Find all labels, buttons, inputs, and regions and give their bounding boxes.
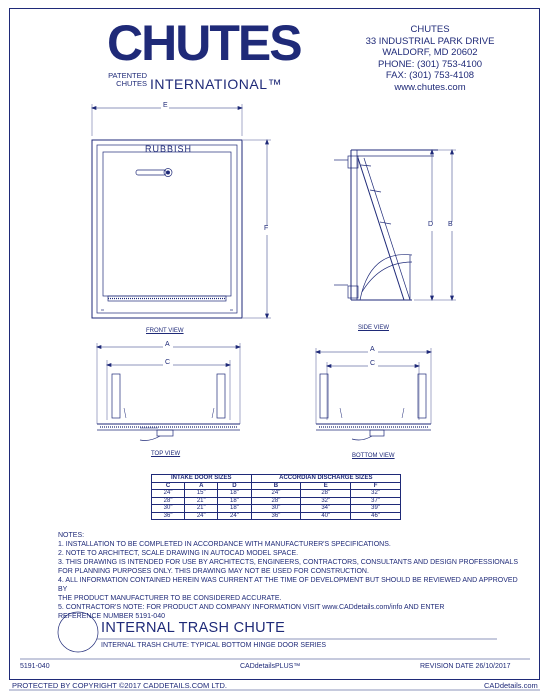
table-cell: 36": [251, 512, 301, 520]
table-cell: 24": [185, 512, 218, 520]
note-line: 3. THIS DRAWING IS INTENDED FOR USE BY ARCHITECTS, ENGINEERS, CONTRACTORS, CONSULTANTS AND DESIGN PROFESSIONALS: [58, 559, 518, 566]
table-header-cell: F: [351, 482, 401, 490]
table-cell: 18": [218, 505, 251, 513]
table-header-cell: B: [251, 482, 301, 490]
bottom-dim-c: C: [370, 360, 376, 367]
table-cell: 32": [301, 497, 351, 505]
note-line: THE PRODUCT MANUFACTURER TO BE CONSIDERED ACCURATE.: [58, 595, 282, 602]
table-cell: 28": [152, 497, 185, 505]
table-cell: 24": [218, 512, 251, 520]
footer-cadplus: CADdetailsPLUS™: [240, 663, 301, 670]
note-line: 1. INSTALLATION TO BE COMPLETED IN ACCORDANCE WITH MANUFACTURER'S SPECIFICATIONS.: [58, 541, 391, 548]
front-view-label: FRONT VIEW: [146, 328, 184, 334]
door-label-rubbish: RUBBISH: [145, 144, 193, 154]
note-line: FOR PLANNING PURPOSES ONLY. THIS DRAWING MAY NOT BE USED FOR CONSTRUCTION.: [58, 568, 369, 575]
logo-international: INTERNATIONAL™: [150, 76, 282, 92]
front-dim-f: F: [264, 225, 269, 232]
front-dim-e: E: [163, 102, 168, 109]
table-cell: 15": [185, 490, 218, 498]
table-group-discharge: ACCORDIAN DISCHARGE SIZES: [251, 475, 400, 483]
table-cell: 24": [251, 490, 301, 498]
top-dim-a: A: [165, 341, 170, 348]
table-row: [152, 490, 401, 498]
logo-patented-line1: PATENTED: [108, 71, 147, 80]
footer-copyright: PROTECTED BY COPYRIGHT ©2017 CADDETAILS.COM LTD.: [12, 681, 228, 690]
table-cell: 32": [351, 490, 401, 498]
table-cell: 18": [218, 490, 251, 498]
table-header-cell: E: [301, 482, 351, 490]
drawing-title: INTERNAL TRASH CHUTE: [101, 620, 286, 636]
contact-fax: FAX: (301) 753-4108: [385, 70, 475, 81]
contact-address2: WALDORF, MD 20602: [382, 47, 478, 58]
chutes-logo: CHUTES: [107, 15, 301, 71]
table-cell: 21": [185, 497, 218, 505]
bottom-dim-a: A: [370, 346, 375, 353]
sizes-table: [151, 474, 401, 520]
table-cell: 39": [351, 505, 401, 513]
table-cell: 46": [351, 512, 401, 520]
table-cell: 21": [185, 505, 218, 513]
side-dim-d: D: [428, 221, 434, 228]
side-view-drawing: [334, 150, 457, 300]
drawing-subtitle: INTERNAL TRASH CHUTE: TYPICAL BOTTOM HINGE DOOR SERIES: [101, 642, 327, 649]
front-view-drawing: [92, 103, 272, 318]
table-header-cell: D: [218, 482, 251, 490]
table-cell: 34": [301, 505, 351, 513]
bottom-view-label: BOTTOM VIEW: [352, 453, 395, 459]
table-header-row: [152, 482, 401, 490]
contact-company: CHUTES: [410, 24, 450, 35]
table-cell: 18": [218, 497, 251, 505]
table-row: [152, 512, 401, 520]
contact-address1: 33 INDUSTRIAL PARK DRIVE: [365, 35, 495, 47]
footer-site-link[interactable]: CADdetails.com: [484, 681, 538, 690]
table-cell: 40": [301, 512, 351, 520]
table-group-intake: INTAKE DOOR SIZES: [152, 475, 252, 483]
table-row: [152, 505, 401, 513]
table-row: [152, 497, 401, 505]
table-cell: 30": [251, 505, 301, 513]
table-header-cell: C: [152, 482, 185, 490]
table-cell: 30": [152, 505, 185, 513]
top-view-drawing: [97, 342, 240, 441]
footer-ref-number: 5191-040: [20, 663, 50, 670]
footer-revision-date: REVISION DATE 26/10/2017: [420, 663, 511, 670]
logo-patented-line2: CHUTES: [116, 79, 147, 88]
side-view-label: SIDE VIEW: [358, 325, 390, 331]
note-line: 5. CONTRACTOR'S NOTE: FOR PRODUCT AND COMPANY INFORMATION VISIT www.CADdetails.com/info AND ENTER: [58, 604, 445, 611]
top-view-label: TOP VIEW: [151, 451, 181, 457]
note-line: REFERENCE NUMBER 5191-040: [58, 613, 165, 620]
table-cell: 36": [152, 512, 185, 520]
table-cell: 28": [301, 490, 351, 498]
table-cell: 37": [351, 497, 401, 505]
contact-web[interactable]: www.chutes.com: [394, 81, 466, 93]
table-cell: 28": [251, 497, 301, 505]
note-line: 2. NOTE TO ARCHITECT, SCALE DRAWING IN AUTOCAD MODEL SPACE.: [58, 550, 299, 557]
notes-block: [58, 531, 528, 621]
note-line: 4. ALL INFORMATION CONTAINED HEREIN WAS CURRENT AT THE TIME OF DEVELOPMENT BUT SHOULD BE REVIEWED AND APPROVED BY: [58, 577, 518, 593]
table-header-cell: A: [185, 482, 218, 490]
contact-phone: PHONE: (301) 753-4100: [377, 58, 483, 70]
side-dim-b: B: [448, 221, 453, 228]
notes-heading: NOTES:: [58, 532, 85, 539]
table-cell: 24": [152, 490, 185, 498]
top-dim-c: C: [165, 359, 171, 366]
